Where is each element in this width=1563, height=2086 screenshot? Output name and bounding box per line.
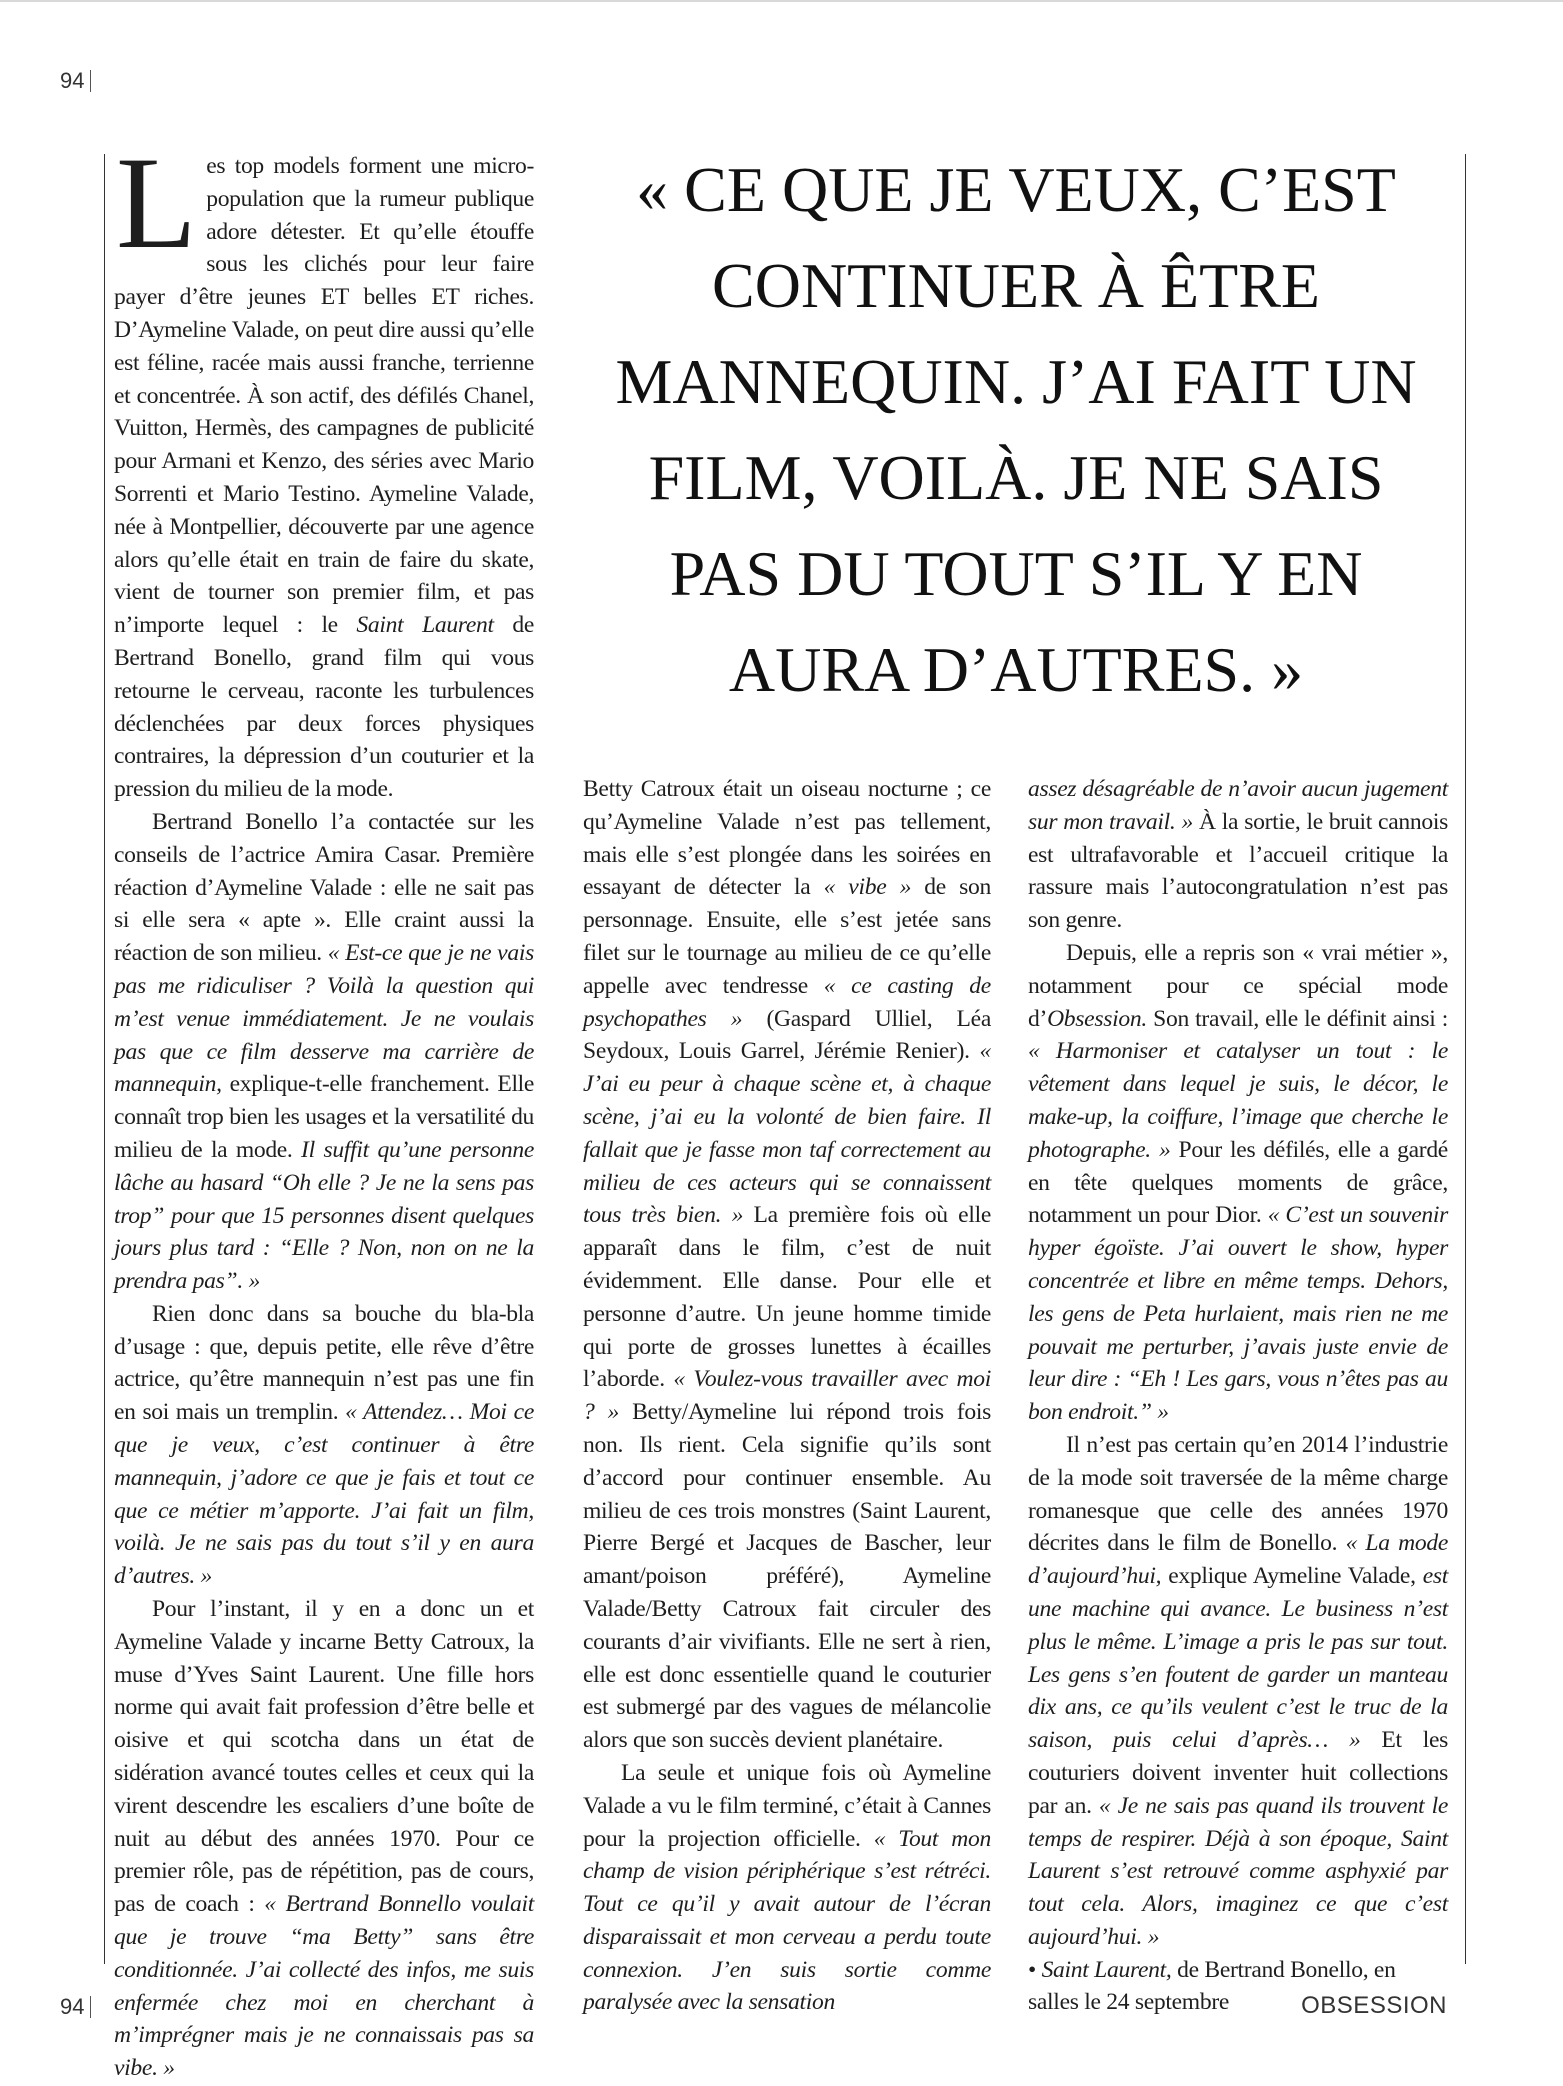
text-run: Bertrand Bonello l’a contactée sur les conseils de l’actrice Amira Casar. Première réaction d’Aymeline Valade : elle ne sait pas si elle sera « apte ». Elle craint aussi la réaction de son milieu.	[114, 808, 534, 967]
text-run: de Bertrand Bonello, en salles le 24 septembre	[1028, 1956, 1396, 2016]
page-number-top	[60, 68, 91, 94]
text-run: es top models forment une micro-population que la rumeur publique adore détester. Et qu’elle étouffe sous les clichés pour leur faire payer d’être jeunes ET belles ET riches. D’Aymeline Valade, on peut dire aussi qu’elle est féline, racée mais aussi franche, terrienne et concentrée. À son actif, des défilés Chanel, Vuitton, Hermès, des campagnes de publicité pour Armani et Kenzo, des séries avec Mario Sorrenti et Mario Testino. Aymeline Valade, née à Montpellier, découverte par une agence alors qu’elle était en train de faire du skate, vient de tourner son premier film, et pas n’importe lequel : le	[114, 153, 534, 639]
italic-run: Obsession.	[1047, 1005, 1147, 1032]
italic-run: « Attendez… Moi ce que je veux, c’est continuer à être mannequin, j’adore ce que je fais et tout ce que ce métier m’apporte. J’ai fait un film, voilà. Je ne sais pas du tout s’il y en aura d’autres. »	[114, 1399, 534, 1590]
text-run: Il n’est pas certain qu’en 2014 l’industrie de la mode soit traversée de la même charge romanesque que celle des années 1970 décrites dans le film de Bonello.	[1028, 1431, 1448, 1557]
drop-cap: L	[116, 129, 197, 276]
paragraph	[114, 1593, 534, 2085]
text-run: de son personnage. Ensuite, elle s’est jetée sans filet sur le tournage au milieu de ce qu’elle appelle avec tendresse	[583, 874, 991, 999]
pull-quote: « CE QUE JE VEUX, C’EST CONTINUER À ÊTRE MANNEQUIN. J’AI FAIT UN FILM, VOILÀ. JE NE SAIS PAS DU TOUT S’IL Y EN AURA D’AUTRES. »	[615, 154, 1417, 705]
magazine-brand: OBSESSION	[1301, 1992, 1447, 2019]
page-number-top-text: 94	[60, 68, 85, 93]
italic-run: « Tout mon champ de vision périphérique s’est rétréci. Tout ce qu’il y avait autour de l’écran disparaissait et mon cerveau a perdu toute connexion. J’en suis sortie comme paralysée avec la sensation	[583, 1825, 991, 2016]
paragraph	[114, 1298, 534, 1593]
text-run: de Bertrand Bonello, grand film qui vous retourne le cerveau, raconte les turbulences déclenchées par deux forces physiques contraires, la dépression d’un couturier et la pression du milieu de la mode.	[114, 612, 534, 803]
italic-run: assez désagréable de n’avoir aucun jugement sur mon travail. »	[1028, 776, 1448, 835]
page-number-bottom-text: 94	[60, 1994, 85, 2019]
article-column-3	[1028, 773, 1448, 2019]
text-run: Son travail, elle le définit ainsi :	[1146, 1005, 1448, 1032]
page-edge	[0, 0, 1563, 2]
paragraph	[114, 129, 534, 806]
article-column-1	[114, 129, 535, 2085]
text-run: Pour les défilés, elle a gardé en tête quelques moments de grâce, notamment un pour Dior.	[1028, 1136, 1448, 1229]
text-run: Betty Catroux était un oiseau nocturne ; ce qu’Aymeline Valade n’est pas tellement, mais elle s’est plongée dans les soirées en essayant de détecter la	[583, 776, 991, 901]
text-run: Betty/Aymeline lui répond trois fois non. Ils rient. Cela signifie qu’ils sont d’accord pour continuer ensemble. Au milieu de ces trois monstres (Saint Laurent, Pierre Bergé et Jacques de Bascher, leur amant/poison préféré), Aymeline Valade/Betty Catroux fait circuler des courants d’air vivifiants. Elle ne sert à rien, elle est donc essentielle quand le couturier est submergé par des vagues de mélancolie alors que son succès devient planétaire.	[583, 1399, 991, 1754]
italic-run: « La mode d’aujourd’hui,	[1028, 1530, 1448, 1590]
text-run: La seule et unique fois où Aymeline Valade a vu le film terminé, c’était à Cannes pour la projection officielle.	[583, 1759, 991, 1852]
italic-run: « C’est un souvenir hyper égoïste. J’ai ouvert le show, hyper concentrée et libre en même temps. Dehors, les gens de Peta hurlaient, mais rien ne me pouvait me perturber, j’avais juste envie de leur dire : “Eh ! Les gars, vous n’êtes pas au bon endroit.” »	[1028, 1202, 1448, 1426]
italic-run: Saint Laurent,	[1041, 1956, 1172, 1983]
italic-run: est une machine qui avance. Le business n’est plus le même. L’image a pris le pas sur tout. Les gens s’en foutent de garder un manteau dix ans, ce qu’ils veulent c’est le truc de la saison, puis celui d’après… »	[1028, 1563, 1448, 1754]
text-run: •	[1028, 1956, 1042, 1983]
text-run: explique-t-elle franchement. Elle connaît trop bien les usages et la versatilité du milieu de la mode.	[114, 1071, 534, 1163]
paragraph	[583, 773, 991, 1757]
article-column-2	[583, 773, 991, 2019]
text-run: La première fois où elle apparaît dans le film, c’est de nuit évidemment. Elle danse. Pour elle et personne d’autre. Un jeune homme timide qui porte de grosses lunettes à écailles l’aborde.	[583, 1202, 992, 1393]
italic-run: « Voulez-vous travailler avec moi ? »	[583, 1366, 992, 1426]
italic-run: « vibe »	[823, 874, 912, 901]
text-run: Rien donc dans sa bouche du bla-bla d’usage : que, depuis petite, elle rêve d’être actrice, qu’être mannequin n’est pas une fin en soi mais un tremplin.	[114, 1300, 534, 1426]
page-number-bottom	[60, 1994, 91, 2020]
left-column-rule	[104, 154, 105, 1964]
italic-run: Saint Laurent	[356, 612, 494, 639]
paragraph	[1028, 1429, 1448, 1954]
text-run: Pour l’instant, il y en a donc un et Aymeline Valade y incarne Betty Catroux, la muse d’Yves Saint Laurent. Une fille hors norme qui avait fait profession d’être belle et oisive et qui scotcha dans un état de sidération avancé toutes celles et ceux qui la virent descendre les escaliers d’une boîte de nuit au début des années 1970. Pour ce premier rôle, pas de répétition, pas de cours, pas de coach :	[114, 1596, 534, 1918]
folio-bar	[90, 1996, 91, 2018]
italic-run: « J’ai eu peur à chaque scène et, à chaque scène, j’ai eu la volonté de bien faire. Il fallait que je fasse mon taf correctement au milieu de ces acteurs qui se connaissent tous très bien. »	[583, 1038, 991, 1229]
italic-run: « Je ne sais pas quand ils trouvent le temps de respirer. Déjà à son époque, Saint Laurent s’est retrouvé comme asphyxié par tout cela. Alors, imaginez ce que c’est aujourd’hui. »	[1028, 1792, 1448, 1950]
paragraph	[114, 806, 534, 1298]
text-run: À la sortie, le bruit cannois est ultrafavorable et l’accueil critique la rassure mais l’autocongratulation n’est pas son genre.	[1028, 808, 1448, 934]
right-column-rule	[1465, 154, 1466, 1964]
paragraph	[1028, 773, 1448, 937]
text-run: explique Aymeline Valade,	[1161, 1563, 1423, 1590]
text-run: Et les couturiers doivent inventer huit collections par an.	[1028, 1727, 1448, 1819]
italic-run: « ce casting de psychopathes »	[583, 972, 991, 1032]
text-run: Depuis, elle a repris son « vrai métier », notamment pour ce spécial mode d’	[1028, 939, 1448, 1032]
paragraph	[583, 1757, 991, 2019]
folio-bar	[90, 70, 91, 92]
italic-run: « Est-ce que je ne vais pas me ridiculiser ? Voilà la question qui m’est venue immédiatement. Je ne voulais pas que ce film desserve ma carrière de mannequin,	[114, 940, 534, 1098]
text-run: (Gaspard Ulliel, Léa Seydoux, Louis Garrel, Jérémie Renier).	[583, 1005, 991, 1065]
italic-run: « Bertrand Bonnello voulait que je trouve “ma Betty” sans être conditionnée. J’ai collecté des infos, me suis enfermée chez moi en cherchant à m’imprégner mais je ne connaissais pas sa vibe. »	[114, 1891, 535, 2082]
italic-run: Il suffit qu’une personne lâche au hasard “Oh elle ? Je ne la sens pas trop” pour que 15 personnes disent quelques jours plus tard : “Elle ? Non, non on ne la prendra pas”. »	[114, 1136, 534, 1295]
paragraph	[1028, 937, 1448, 1429]
italic-run: « Harmoniser et catalyser un tout : le vêtement dans lequel je suis, le décor, le make-up, la coiffure, l’image que cherche le photographe. »	[1028, 1038, 1448, 1163]
